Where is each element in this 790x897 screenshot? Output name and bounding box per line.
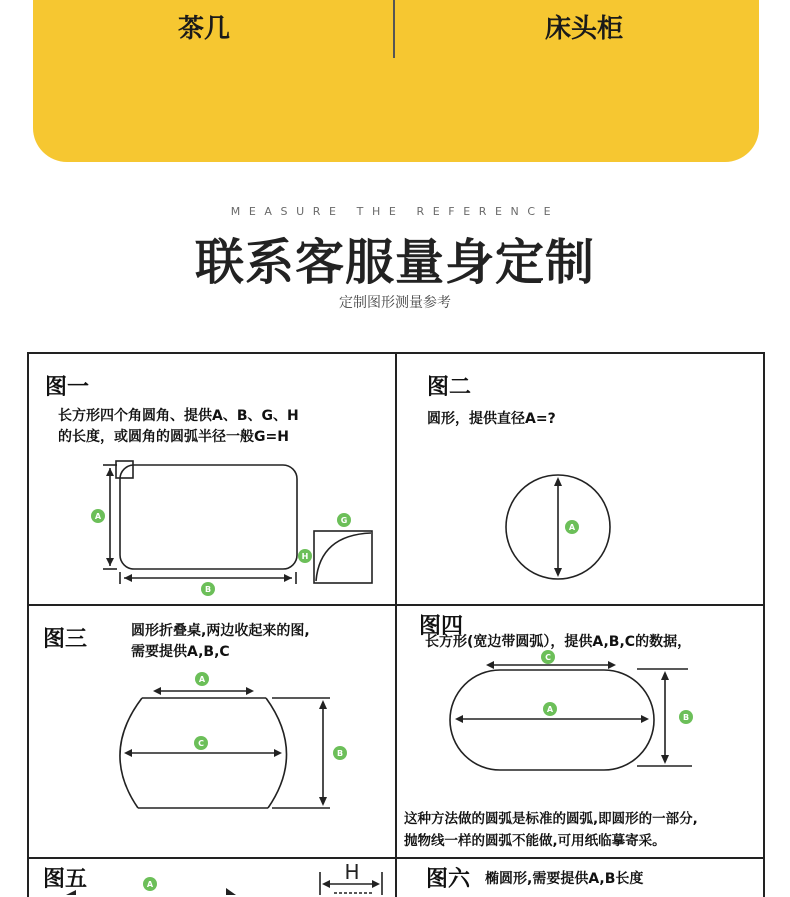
- label-a-text: A: [146, 880, 154, 889]
- figure-6-title: 图六: [426, 867, 471, 892]
- figure-4-note-line1: 这种方法做的圆弧是标准的圆弧,即圆形的一部分,: [404, 811, 698, 827]
- figure-2-desc: 圆形，提供直径A=?: [427, 411, 556, 427]
- figure-4-title: 图四: [419, 614, 464, 639]
- figure-6-desc: 椭圆形,需要提供A,B长度: [485, 871, 644, 887]
- figure-4-note-line2: 抛物线一样的圆弧不能做,可用纸临摹寄采。: [404, 833, 666, 849]
- label-b-text: B: [682, 713, 690, 722]
- label-g-text: G: [340, 516, 348, 525]
- figure-5-title: 图五: [43, 867, 88, 892]
- label-h-text: H: [301, 552, 309, 561]
- page-title: 联系客服量身定制: [194, 234, 595, 291]
- label-b-text: B: [336, 749, 344, 758]
- label-a-text: A: [198, 675, 206, 684]
- label-a-text: A: [94, 512, 102, 521]
- figure-3-title: 图三: [43, 627, 88, 652]
- tab-coffee-table[interactable]: 茶几: [178, 14, 231, 44]
- figure-3-desc-line1: 圆形折叠桌,两边收起来的图,: [131, 623, 310, 639]
- label-c-text: C: [545, 653, 551, 662]
- label-a-text: A: [568, 523, 576, 532]
- label-c-text: C: [198, 739, 204, 748]
- figure-2-title: 图二: [427, 375, 472, 400]
- figure-1-title: 图一: [45, 375, 90, 400]
- figure-1-desc-line1: 长方形四个角圆角、提供A、B、G、H: [58, 408, 299, 424]
- figure-1-desc-line2: 的长度，或圆角的圆弧半径一般G=H: [58, 429, 289, 445]
- label-h-text: H: [344, 860, 360, 884]
- page-caption: 定制图形测量参考: [339, 295, 451, 311]
- label-a-text: A: [546, 705, 554, 714]
- figure-3-desc-line2: 需要提供A,B,C: [131, 644, 230, 660]
- measure-subtitle: MEASURE THE REFERENCE: [230, 205, 560, 218]
- tab-nightstand[interactable]: 床头柜: [545, 14, 624, 44]
- label-b-text: B: [204, 585, 212, 594]
- figure-4-desc: 长方形(宽边带圆弧），提供A,B,C的数据，: [425, 634, 692, 650]
